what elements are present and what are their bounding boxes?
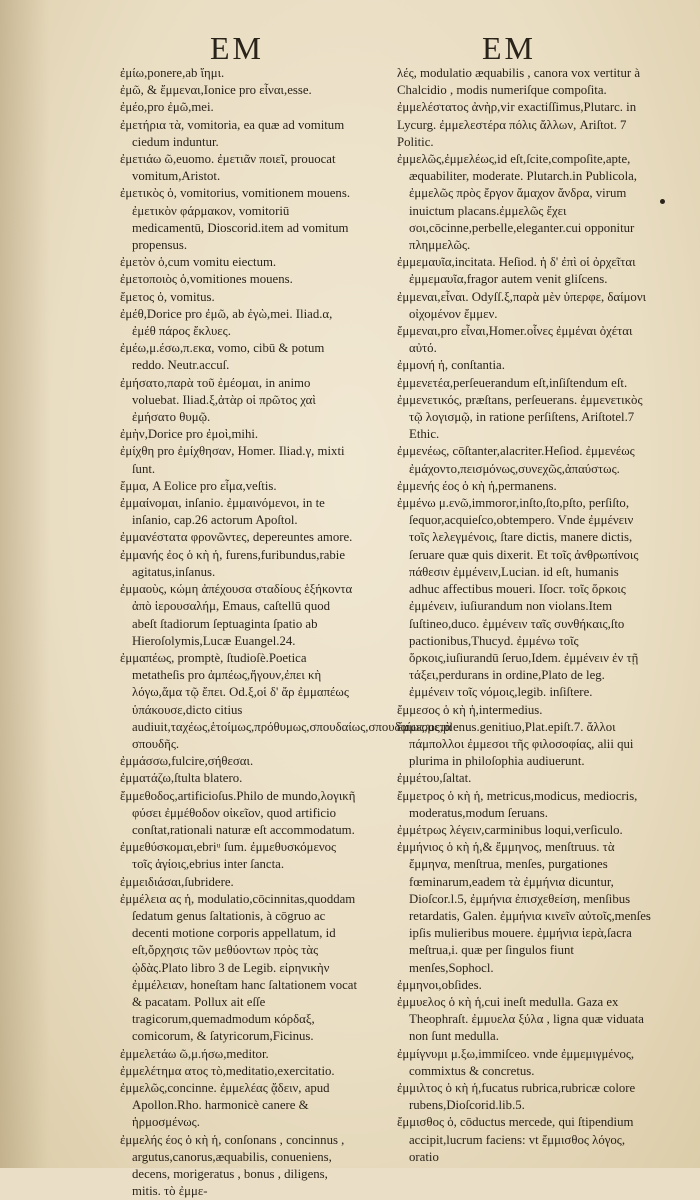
right-column [397, 65, 651, 1166]
dictionary-entry: ἐμμαοὺς, κώμη ἀπέχουσα σταδίους ἑξήκοντα ἀπὸ ἱερουσαλήμ, Emaus, caſtellū quod abeſt ſtadiorum ſeptuaginta ſpatio ab Hieroſolymis,Lucæ Euangel.24. [120, 582, 353, 648]
dictionary-entry: ἐμμάσσω,fulcire,σήθεσαι. [120, 754, 254, 769]
dictionary-entry: ἐμμελέτημα ατος τὸ,meditatio,exercitatio. [120, 1063, 335, 1078]
dictionary-entry: ἐμμεθύσκομαι,ebriᵘ ſum. ἐμμεθυσκόμενος τοῖς ἁγίοις,ebrius inter ſancta. [120, 840, 337, 872]
dictionary-entry: ἐμμυελος ὁ κὴ ἡ,cui ineſt medulla. Gaza ex Theophraſt. ἐμμυελα ξύλα , ligna quæ viduata non ſunt medulla. [397, 994, 644, 1044]
dictionary-entry: ἔμετος ὁ, vomitus. [120, 289, 215, 304]
dictionary-entry: ἔμμα, A Eolice pro εἷμα,veſtis. [120, 478, 277, 493]
dictionary-entry: ἐμμενής έος ὁ κὴ ἡ,permanens. [397, 478, 557, 493]
dictionary-entry: ἐμετήρια τὰ, vomitoria, ea quæ ad vomitum ciedum induntur. [120, 117, 345, 149]
dictionary-entry: ἐμμεναι,εἶναι. Odyſſ.ξ,παρὰ μὲν ὑπερφε, δαίμονι οἰχομένον ἔμμεν. [397, 289, 647, 321]
dictionary-entry: ἐμμανής ἐος ὁ κὴ ἡ, furens,furibundus,rabie agitatus,inſanus. [120, 547, 346, 579]
dictionary-entry: ἐμήσατο,παρὰ τοῦ ἐμέομαι, in animo voluebat. Iliad.ξ,ἀτὰρ οἱ πρῶτος χαὶ ἐμήσατο θυμῷ. [120, 375, 316, 425]
dictionary-entry: ἐμετοποιὸς ὁ,vomitiones mouens. [120, 272, 293, 287]
dictionary-entry: ἐμίω,ponere,ab ἵημι. [120, 66, 225, 80]
dictionary-entry: ἔμμετρος ὁ κὴ ἡ, metricus,modicus, mediocris, moderatus,modum ſeruans. [397, 788, 638, 820]
dictionary-entry: ἐμμηνοι,obſides. [397, 977, 482, 992]
dictionary-entry: ἔμμεσος,plenus.genitiuo,Plat.epiſt.7. ἄλλοι πάμπολλοι ἐμμεσοι τῆς φιλοσοφίας, alii qui plurima in philoſophia audiuerunt. [397, 719, 634, 769]
dictionary-entry: ἐμετικὸς ὁ, vomitorius, vomitionem mouens. ἐμετικὸν φάρμακον, vomitoriū medicamentū, Dioscorid.item ad vomitum propensus. [120, 186, 351, 253]
dictionary-entry: ἐμμελῶς,ἐμμελέως,id eſt,ſcite,compoſite,apte, æquabiliter, moderate. Plutarch.in Publicola, ἐμμελῶς πρὸς ἔργον ἄμαχον ἄνδρα, virum inuictum placans.ἐμμελῶς ἔχει σοι,cōcinne,perbelle,eleganter.cui opponitur πλημμελῶς. [397, 152, 638, 253]
dictionary-entry: ἐμμήνιος ὁ κὴ ἡ,& ἔμμηνος, menſtruus. τὰ ἔμμηνα, menſtrua, menſes, purgationes fœminarum,eadem τὰ ἐμμήνια dicuntur, Dioſcor.l.5, ἐμμήνια ἐπισχεθείση, menſibus retardatis, Galen. ἐμμήνια κινεῖν αὐτοῖς,menſes ipſis mulieribus mouere. ἐμμήνια ἱερὰ,ſacra meſtrua,i. quæ per ſingulos fiunt menſes,Sophocl. [397, 840, 651, 975]
dictionary-entry: ἐμμενέως, cōſtanter,alacriter.Heſiod. ἐμμενέως ἐμάχοντο,πεισμόνως,συνεχῶς,ἀπαύστως. [397, 444, 635, 476]
dictionary-entry: ἐμέο,pro ἐμῶ,mei. [120, 100, 214, 115]
dictionary-entry: ἐμμειδιάσαι,ſubridere. [120, 874, 234, 889]
dictionary-entry: ἐμμίγνυμι μ.ξω,immiſceo. vnde ἐμμεμιγμένος, commixtus & concretus. [397, 1046, 635, 1078]
dictionary-entry: ἐμμανέστατα φρονῶντες, depereuntes amore. [120, 530, 353, 545]
dictionary-entry: ἐμέω,μ.έσω,π.εκα, vomo, cibū & potum reddo. Neutr.accuſ. [120, 341, 325, 373]
dictionary-entry: λές, modulatio æquabilis , canora vox vertitur à Chalcidio , modis numeriſque compoſita. ἐμμελέστατος ἀνὴρ,vir exactiſſimus,Plutarc. in Lycurg. ἐμμελεστέρα πόλις ἄλλων, Ariſtot. 7 Politic. [397, 66, 641, 149]
dictionary-entry: ἐμμενετικός, præſtans, perſeuerans. ἐμμενετικὸς τῷ λογισμῷ, in ratione perſiſtens, Ariſtotel.7 Ethic. [397, 392, 643, 442]
margin-dot [660, 199, 665, 204]
dictionary-entry: ἐμμένω μ.ενῶ,immoror,inſto,ſto,pſto, perſiſto, ſequor,acquieſco,obtempero. Vnde ἐμμένειν τοῖς λελεγμένοις, ſtare dictis, manere dictis, ſeruare quæ quis dixerit. Et τοῖς ἀνθρωπίνοις πάθεσιν ἐμμένειν,Lucian. id eſt, humanis adhuc affectibus moueri. Iſocr. τοῖς ὅρκοις ἐμμένειν, iuſiurandum non violans.Item ſuſtineo,duco. ἐμμένειν ταῖς συνθήκαις,ſto pactionibus,Thucyd. ἐμμένω τοῖς ὅρκοις,iuſiurandū ſeruo,Idem. ἐμμένειν ἐν τῇ τάξει,perdurans in ordine,Plato de leg. ἐμμένειν τοῖς νόμοις,legib. inſiſtere. [397, 496, 639, 700]
dictionary-entry: ἐμμέτρως λέγειν,carminibus loqui,verſiculo. [397, 822, 623, 837]
running-head-left: EM [210, 30, 264, 66]
dictionary-entry: ἐμετὸν ὁ,cum vomitu eiectum. [120, 255, 277, 270]
dictionary-entry: ἔμμεναι,pro εἶναι,Homer.οἷνες ἐμμέναι ὀχέται αὐτό. [397, 324, 633, 356]
dictionary-entry: ἐμματάζω,ſtulta blatero. [120, 771, 243, 786]
dictionary-entry: ἐμμελῶς,concinne. ἐμμελέας ᾄδειν, apud Apollon.Rho. harmonicè canere & ἡρμοσμένως. [120, 1080, 330, 1130]
dictionary-entry: ἔμμεθοδος,artificioſus.Philo de mundo,λογικῆ φύσει ἐμμέθοδον οἰκεῖον, quod artificio conſtat,rationali naturæ eſt accommodatum. [120, 788, 356, 837]
dictionary-entry: ἐμὴν,Dorice pro ἐμοὶ,mihi. [120, 427, 259, 442]
dictionary-entry: ἐμμελής έος ὁ κὴ ἡ, conſonans , concinnus , argutus,canorus,æquabilis, conueniens, decens, morigeratus , bonus , diligens, mitis. τὸ ἐμμε- [120, 1132, 345, 1199]
dictionary-entry: ἐμμενετέα,perſeuerandum eſt,inſiſtendum eſt. [397, 375, 628, 390]
gutter-shadow [0, 0, 50, 1168]
dictionary-entry: ἐμμέτου,ſaltat. [397, 771, 472, 786]
dictionary-entry: ἐμμεμαυῖα,incitata. Heſiod. ἡ δ' ἐπὶ οἱ ὀρχεῖται ἐμμεμαυῖα,fragor autem venit gliſcens. [397, 255, 636, 287]
dictionary-entry: ἐμμονή ἡ, conſtantia. [397, 358, 505, 373]
dictionary-entry: ἔμμεσος ὁ κὴ ἡ,intermedius. [397, 702, 543, 717]
dictionary-entry: ἐμετιάω ῶ,euomo. ἐμετιᾶν ποιεῖ, prouocat vomitum,Aristot. [120, 152, 336, 184]
dictionary-entry: ἐμῶ, & ἔμμεναι,Ionice pro εἶναι,esse. [120, 83, 312, 98]
dictionary-entry: ἐμμελετάω ῶ,μ.ήσω,meditor. [120, 1046, 269, 1061]
dictionary-entry: ἐμμαίνομαι, inſanio. ἐμμαινόμενοι, in te inſanio, cap.26 actorum Apoſtol. [120, 496, 325, 528]
dictionary-entry: ἐμμέλεια ας ἡ, modulatio,cōcinnitas,quoddam ſedatum genus ſaltationis, à cōgruo ac decenti motione corporis appellatum, id eſt,ὄρχησις τῶν μεθύοντων πρὸς τὰς ᾠδὰς.Plato libro 3 de Legib. εἰρηνικὴν ἐμμέλειαν, honeſtam hanc ſaltationem vocat & pacatam. Pollux ait eſſe tragicorum,quemadmodum κόρδαξ, comicorum, & ſatyricorum,Ficinus. [120, 891, 358, 1044]
dictionary-entry: ἐμίχθη pro ἐμίχθησαν, Homer. Iliad.γ, mixti ſunt. [120, 444, 345, 476]
dictionary-entry: ἔμμισθος ὁ, cōductus mercede, qui ſtipendium accipit,lucrum faciens: vt ἔμμισθος λόγος, oratio [397, 1115, 634, 1164]
running-head-right: EM [482, 30, 536, 66]
dictionary-entry: ἐμέθ,Dorice pro ἐμῶ, ab ἐγὼ,mei. Iliad.α, ἐμέθ πάρος ἔκλυες. [120, 306, 333, 339]
dictionary-entry: ἐμμιλτος ὁ κὴ ἡ,fucatus rubrica,rubricæ colore rubens,Dioſcorid.lib.5. [397, 1080, 636, 1113]
dictionary-entry: ἐμμαπέως, promptè, ſtudioſè.Poetica metatheſis pro ἀμπέως,ἤγουν,ἐπει κὴ λόγω,ἅμα τῷ ἔπει. Od.ξ,οἱ δ' ἄρ ἐμμαπέως ὑπάκουσε,dicto citius audiuit,ταχέως,ἑτοίμως,πρόθυμως,σπουδαίως,σπουδαίως,μετὰ σπουδῆς. [120, 650, 452, 751]
